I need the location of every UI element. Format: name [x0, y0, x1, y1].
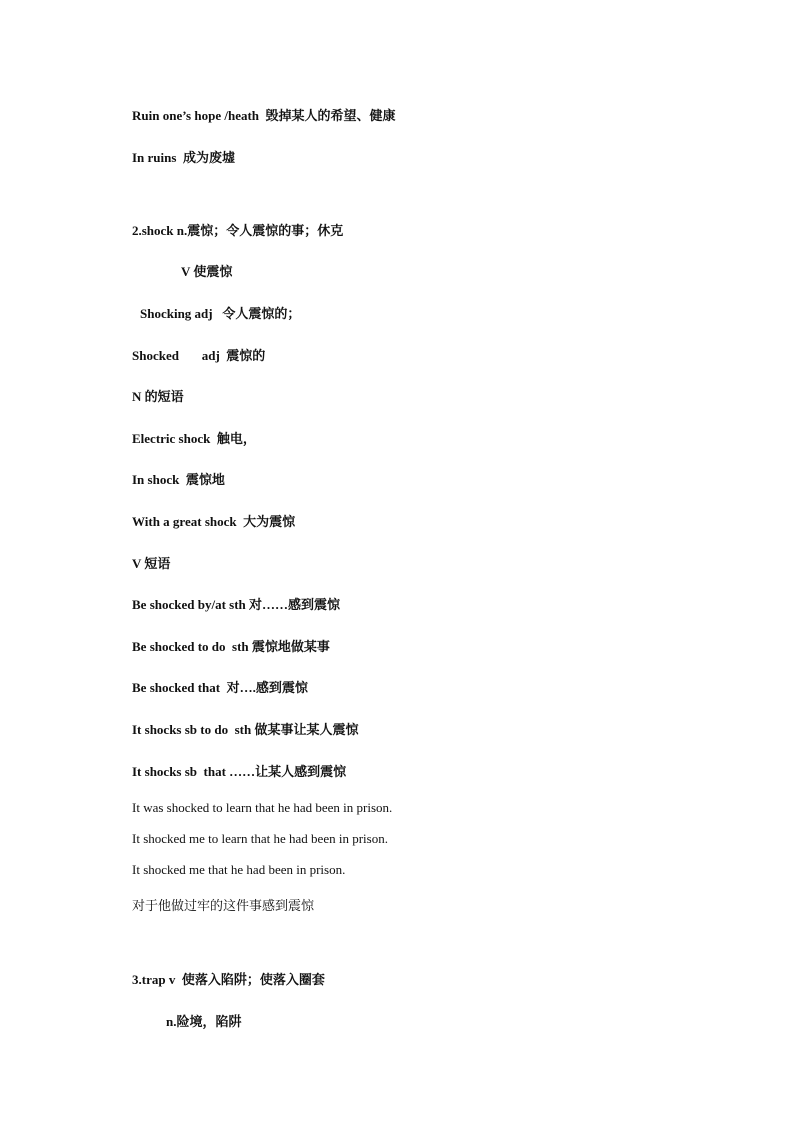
- heading-trap: 3.trap v 使落入陷阱；使落入圈套: [132, 972, 325, 987]
- heading-shock: 2.shock n.震惊；令人震惊的事；休克: [132, 223, 344, 238]
- subheading-n-phrases: N 的短语: [132, 389, 184, 404]
- line-shocked-by: Be shocked by/at sth 对……感到震惊: [132, 597, 341, 612]
- line-shocked-that: Be shocked that 对….感到震惊: [132, 680, 308, 695]
- line-shocked-adj: Shocked adj 震惊的: [132, 348, 266, 363]
- subheading-v-phrases: V 短语: [132, 556, 171, 571]
- line-ruin-hope: Ruin one’s hope /heath 毁掉某人的希望、健康: [132, 108, 396, 123]
- line-shock-verb: V 使震惊: [181, 264, 233, 279]
- line-shocked-to-do: Be shocked to do sth 震惊地做某事: [132, 639, 330, 654]
- line-shocks-sb-to-do: It shocks sb to do sth 做某事让某人震惊: [132, 722, 359, 737]
- line-great-shock: With a great shock 大为震惊: [132, 514, 296, 529]
- line-trap-noun: n.险境，陷阱: [166, 1014, 242, 1029]
- line-in-shock: In shock 震惊地: [132, 472, 225, 487]
- example-sentence-2: It shocked me to learn that he had been in prison.: [132, 831, 388, 846]
- line-shocks-sb-that: It shocks sb that ……让某人感到震惊: [132, 764, 347, 779]
- line-electric-shock: Electric shock 触电，: [132, 431, 256, 446]
- example-sentence-3: It shocked me that he had been in prison.: [132, 862, 346, 877]
- example-sentence-1: It was shocked to learn that he had been in prison.: [132, 800, 393, 815]
- example-translation: 对于他做过牢的这件事感到震惊: [132, 899, 315, 914]
- line-in-ruins: In ruins 成为废墟: [132, 150, 235, 165]
- line-shocking-adj: Shocking adj 令人震惊的；: [140, 306, 301, 321]
